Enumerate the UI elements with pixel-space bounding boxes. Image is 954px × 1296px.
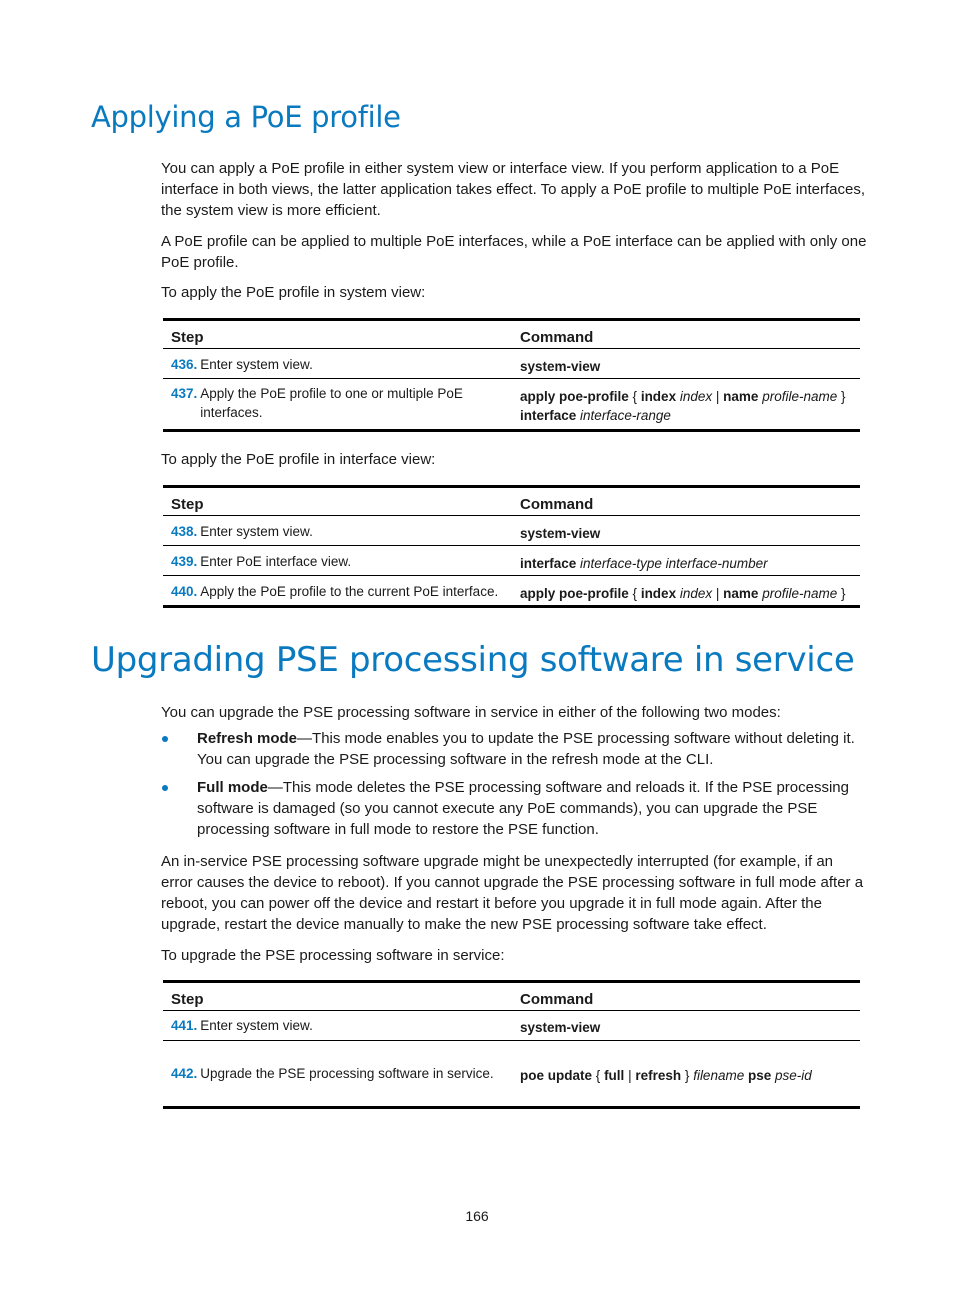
paragraph-apply-views: You can apply a PoE profile in either system view or interface view. If you perform application to a PoE interface in both views, the latter application takes effect. To apply a PoE profile to multiple PoE interfaces, the system view is more efficient. — [161, 160, 866, 219]
table-row — [163, 576, 860, 605]
table-bottom-rule — [163, 429, 860, 432]
step-number: 439. — [171, 554, 198, 569]
paragraph-upgrade-interruption: An in-service PSE processing software upgrade might be unexpectedly interrupted (for example, if an error causes the device to reboot). If you cannot upgrade the PSE processing software in full mode after a reboot, you can power off the device and restart it before you upgrade it in full mode again. After the upgrade, restart the device manually to make the new PSE processing software take effect. — [161, 853, 864, 933]
table-apply-system-view — [163, 318, 860, 432]
section-title-upgrading-pse: Upgrading PSE processing software in service — [91, 640, 855, 680]
table-row — [163, 546, 860, 576]
step-number: 437. — [171, 386, 198, 401]
step-text: Enter system view. — [200, 357, 313, 372]
list-item-term: Full mode — [197, 779, 268, 796]
step-text: Enter system view. — [200, 1018, 313, 1033]
table-row — [163, 349, 860, 379]
page-number: 166 — [465, 1208, 489, 1224]
command-syntax: apply poe-profile { index index | name profile-name } — [520, 586, 846, 601]
intro-system-view: To apply the PoE profile in system view: — [161, 284, 426, 301]
table-header-row — [163, 488, 860, 516]
bullet-icon — [162, 785, 168, 791]
command-syntax: apply poe-profile { index index | name profile-name } interface interface-range — [520, 389, 846, 423]
table-header-row — [163, 983, 860, 1011]
list-item-text: —This mode enables you to update the PSE processing software without deleting it. You can upgrade the PSE processing software in the refresh mode at the CLI. — [197, 730, 855, 768]
upgrade-mode-list — [161, 728, 867, 847]
command-keyword: system-view — [520, 359, 601, 374]
table-row — [163, 1011, 860, 1041]
header-command: Command — [520, 329, 594, 346]
table-upgrade-pse — [163, 980, 860, 1109]
command-syntax: poe update { full | refresh } filename pse pse-id — [520, 1068, 812, 1083]
header-step: Step — [171, 496, 204, 513]
list-item — [161, 777, 867, 840]
list-item-term: Refresh mode — [197, 730, 298, 747]
intro-upgrade-table: To upgrade the PSE processing software in service: — [161, 947, 505, 964]
header-step: Step — [171, 329, 204, 346]
step-text: Enter system view. — [200, 524, 313, 539]
header-command: Command — [520, 991, 594, 1008]
table-bottom-rule — [163, 605, 860, 608]
step-number: 440. — [171, 584, 198, 599]
list-item-text: —This mode deletes the PSE processing software and reloads it. If the PSE processing software is damaged (so you cannot execute any PoE commands), you can upgrade the PSE processing software in full mode to restore the PSE function. — [197, 779, 849, 838]
step-text: Apply the PoE profile to the current PoE interface. — [200, 584, 499, 599]
command-keyword: system-view — [520, 1020, 601, 1035]
table-row — [163, 516, 860, 546]
header-step: Step — [171, 991, 204, 1008]
section-title-applying-poe-profile: Applying a PoE profile — [91, 100, 401, 134]
step-text: Enter PoE interface view. — [200, 554, 352, 569]
table-header-row — [163, 321, 860, 349]
step-number: 442. — [171, 1066, 198, 1081]
header-command: Command — [520, 496, 594, 513]
command-keyword: system-view — [520, 526, 601, 541]
list-item — [161, 728, 867, 770]
table-bottom-rule — [163, 1106, 860, 1109]
step-number: 438. — [171, 524, 198, 539]
step-number: 441. — [171, 1018, 198, 1033]
paragraph-upgrade-modes: You can upgrade the PSE processing software in service in either of the following two modes: — [161, 704, 781, 721]
step-text: Apply the PoE profile to one or multiple PoE interfaces. — [200, 386, 463, 420]
step-text: Upgrade the PSE processing software in service. — [200, 1066, 494, 1081]
step-number: 436. — [171, 357, 198, 372]
table-row — [163, 1041, 860, 1106]
table-apply-interface-view — [163, 485, 860, 608]
command-syntax: interface interface-type interface-number — [520, 556, 768, 571]
bullet-icon — [162, 736, 168, 742]
paragraph-profile-multiplicity: A PoE profile can be applied to multiple PoE interfaces, while a PoE interface can be applied with only one PoE profile. — [161, 233, 867, 271]
table-row — [163, 379, 860, 429]
intro-interface-view: To apply the PoE profile in interface view: — [161, 451, 436, 468]
